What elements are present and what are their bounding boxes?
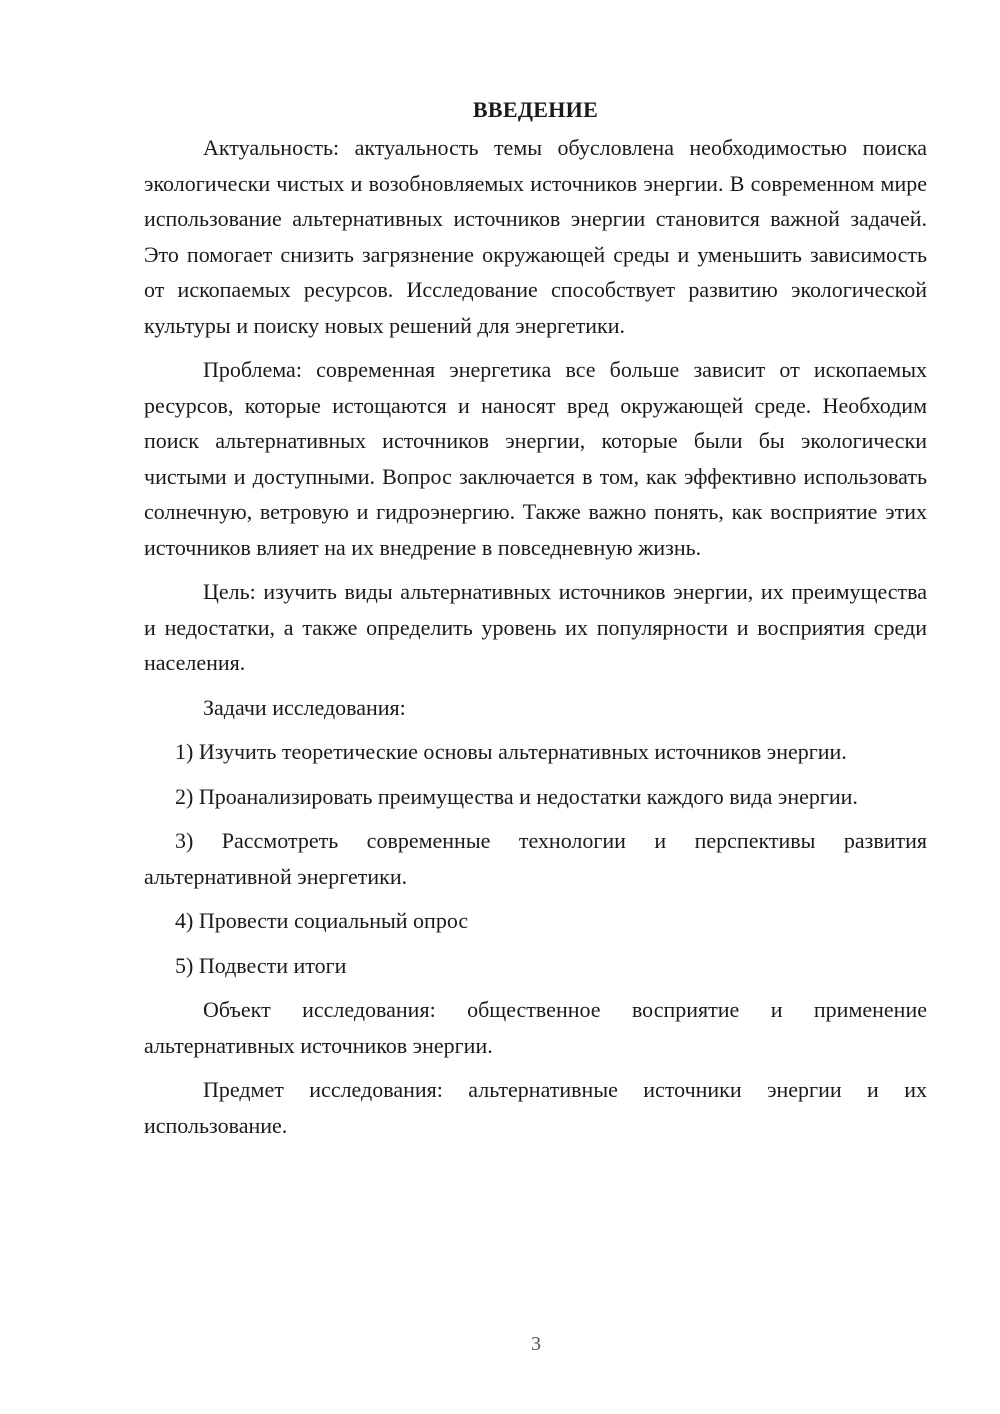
- document-page: [144, 92, 927, 1152]
- object-paragraph: Объект исследования: общественное восприятие и применение альтернативных источников энергии.: [144, 997, 927, 1058]
- section-title: ВВЕДЕНИЕ: [472, 97, 599, 122]
- subject-paragraph: Предмет исследования: альтернативные источники энергии и их использование.: [144, 1077, 927, 1138]
- problem-paragraph: Проблема: современная энергетика все больше зависит от ископаемых ресурсов, которые истощаются и наносят вред окружающей среде. Необходим поиск альтернативных источников энергии, которые были бы экологически чистыми и доступными. Вопрос заключается в том, как эффективно использовать солнечную, ветровую и гидроэнергию. Также важно понять, как восприятие этих источников влияет на их внедрение в повседневную жизнь.: [144, 357, 927, 560]
- page-number: 3: [531, 1333, 541, 1355]
- list-item: 2) Проанализировать преимущества и недостатки каждого вида энергии.: [175, 783, 858, 809]
- relevance-paragraph: Актуальность: актуальность темы обусловлена необходимостью поиска экологически чистых и возобновляемых источников энергии. В современном мире использование альтернативных источников энергии становится важной задачей. Это помогает снизить загрязнение окружающей среды и уменьшить зависимость от ископаемых ресурсов. Исследование способствует развитию экологической культуры и поиску новых решений для энергетики.: [144, 135, 927, 338]
- tasks-list: [144, 734, 927, 983]
- list-item: 4) Провести социальный опрос: [175, 908, 469, 933]
- goal-paragraph: Цель: изучить виды альтернативных источников энергии, их преимущества и недостатки, а также определить уровень их популярности и восприятия среди населения.: [144, 579, 927, 675]
- list-item: 5) Подвести итоги: [175, 952, 347, 978]
- list-item: 1) Изучить теоретические основы альтернативных источников энергии.: [175, 739, 847, 764]
- tasks-heading: Задачи исследования:: [203, 694, 406, 720]
- list-item: 3) Рассмотреть современные технологии и перспективы развития альтернативной энергетики.: [144, 828, 927, 889]
